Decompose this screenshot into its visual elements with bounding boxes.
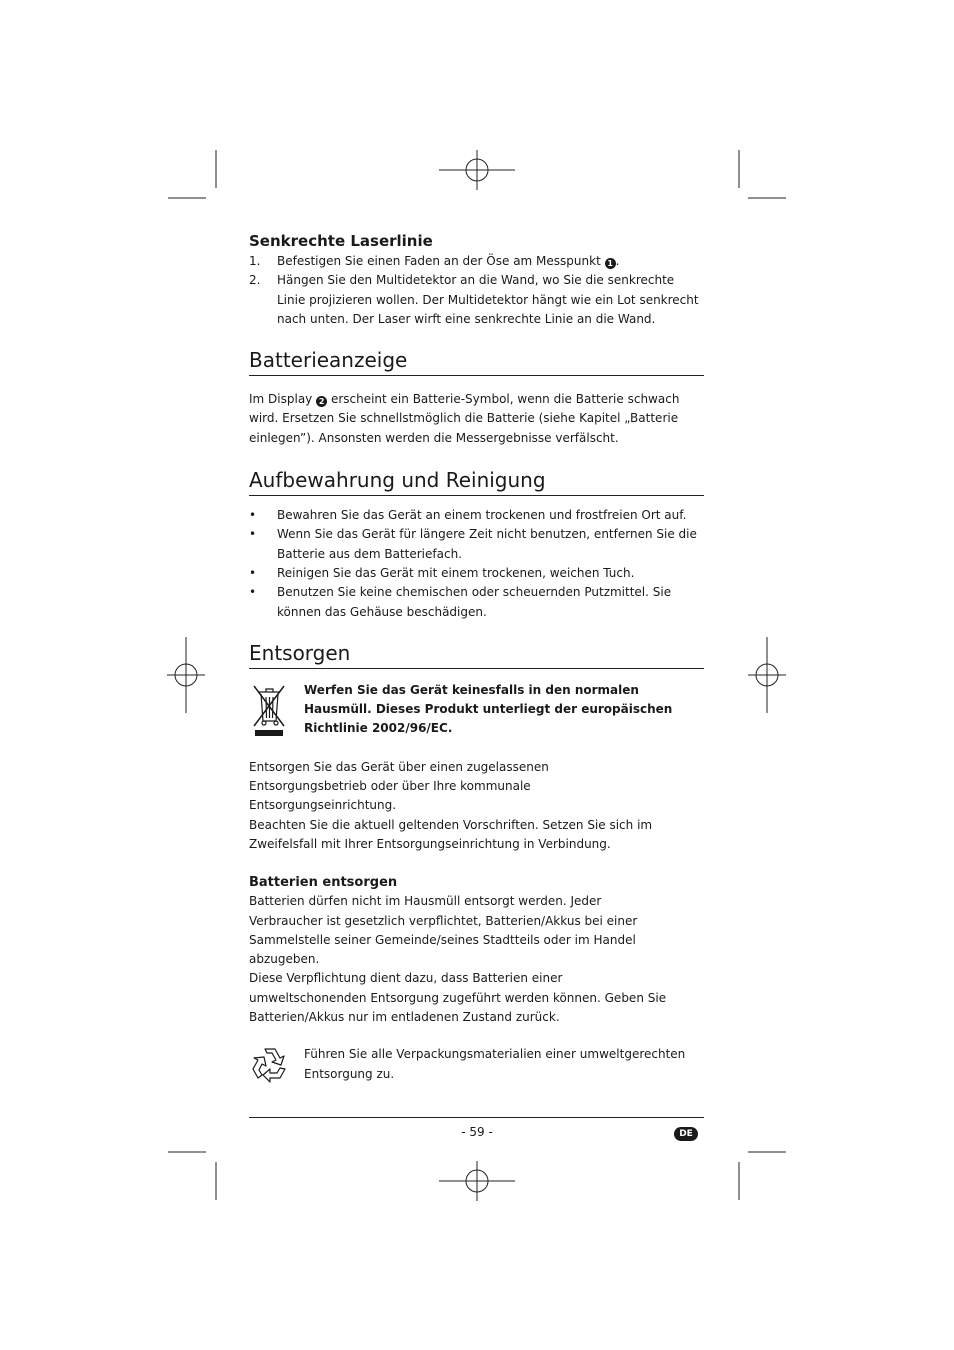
list-item: 1. Befestigen Sie einen Faden an der Öse am Messpunkt 1 . [249, 252, 704, 271]
disposal-paragraph-2: Beachten Sie die aktuell geltenden Vorschriften. Setzen Sie sich im Zweifelsfall mit Ihrer Entsorgungseinrichtung in Verbindung. [249, 817, 653, 851]
registration-mark-top [439, 150, 515, 190]
recycle-icon [249, 1045, 293, 1089]
section-title-laser: Senkrechte Laserlinie [249, 232, 433, 250]
list-item: • Reinigen Sie das Gerät mit einem trockenen, weichen Tuch. [249, 565, 635, 580]
section-title-battery: Batterieanzeige [249, 346, 704, 376]
section-title-storage: Aufbewahrung und Reinigung [249, 466, 704, 496]
disposal-warning: Werfen Sie das Gerät keinesfalls in den normalen Hausmüll. Dieses Produkt unterliegt der europäischen Richtlinie 2002/96/EC. [304, 682, 673, 736]
registration-mark-bottom [439, 1161, 515, 1201]
section-title-disposal: Entsorgen [249, 639, 704, 669]
step-number: 2. [249, 273, 261, 288]
weee-warning [249, 681, 704, 739]
list-item: • Benutzen Sie keine chemischen oder scheuernden Putzmittel. Sie können das Gehäuse beschädigen. [249, 585, 672, 619]
list-item: • Bewahren Sie das Gerät an einem trockenen und frostfreien Ort auf. [249, 508, 687, 523]
marker-1-icon: 1 [605, 258, 616, 269]
registration-mark-right [748, 637, 786, 713]
list-item: 2. Hängen Sie den Multidetektor an die Wand, wo Sie die senkrechte Linie projizieren wollen. Der Multidetektor hängt wie ein Lot senkrecht nach unten. Der Laser wirft eine senkrechte Linie an die Wand. [249, 273, 699, 326]
page-number: - 59 - [461, 1125, 493, 1139]
packaging-note [249, 1045, 704, 1084]
laser-steps [249, 252, 704, 329]
disposal-paragraph-1: Entsorgen Sie das Gerät über einen zugelassenen Entsorgungsbetrieb oder über Ihre kommunale Entsorgungseinrichtung. [249, 759, 549, 813]
language-badge: DE [674, 1127, 698, 1141]
packaging-text: Führen Sie alle Verpackungsmaterialien einer umweltgerechten Entsorgung zu. [304, 1047, 686, 1081]
battery-paragraph: Im Display 2 erscheint ein Batterie-Symbol, wenn die Batterie schwach wird. Ersetzen Sie schnellstmöglich die Batterie (siehe Kapitel „Batterie einlegen”). Ansonsten werden die Messergebnisse verfälscht. [249, 392, 680, 445]
page-content [249, 230, 704, 1084]
marker-2-icon: 2 [316, 396, 327, 407]
battery-disposal-paragraph-1: Batterien dürfen nicht im Hausmüll entsorgt werden. Jeder Verbraucher ist gesetzlich verpflichtet, Batterien/Akkus bei einer Sammelstelle seiner Gemeinde/seines Stadtteils oder im Handel abzugeben. [249, 894, 638, 967]
step-number: 1. [249, 254, 261, 268]
crossed-out-bin-icon [249, 681, 293, 741]
registration-mark-left [167, 637, 205, 713]
list-item: • Wenn Sie das Gerät für längere Zeit nicht benutzen, entfernen Sie die Batterie aus dem Batteriefach. [249, 527, 697, 561]
battery-disposal-title: Batterien entsorgen [249, 875, 398, 891]
footer-divider [249, 1117, 704, 1118]
battery-disposal-paragraph-2: Diese Verpflichtung dient dazu, dass Batterien einer umweltschonenden Entsorgung zugeführt werden können. Geben Sie Batterien/Akkus nur im entladenen Zustand zurück. [249, 971, 667, 1025]
storage-list [249, 506, 704, 622]
